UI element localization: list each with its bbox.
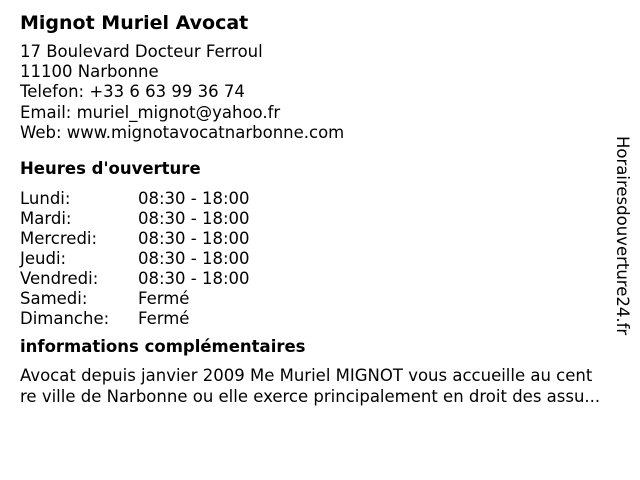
time-value: Fermé <box>138 309 190 329</box>
description-line: re ville de Narbonne ou elle exerce principalement en droit des assu... <box>20 387 601 407</box>
hours-row-monday <box>20 189 610 209</box>
web-line: Web: www.mignotavocatnarbonne.com <box>20 122 345 142</box>
description-line: Avocat depuis janvier 2009 Me Muriel MIGNOT vous accueille au cent <box>20 366 593 386</box>
business-name: Mignot Muriel Avocat <box>20 12 249 34</box>
business-card <box>20 10 610 407</box>
time-value: Fermé <box>138 289 190 309</box>
time-value: 08:30 - 18:00 <box>138 249 250 269</box>
day-label: Samedi: <box>20 289 88 309</box>
opening-hours-heading: Heures d'ouverture <box>20 159 201 179</box>
hours-row-saturday <box>20 289 610 309</box>
opening-hours-table <box>20 189 610 329</box>
day-label: Mercredi: <box>20 229 98 249</box>
day-label: Lundi: <box>20 189 71 209</box>
additional-info-heading: informations complémentaires <box>20 337 306 357</box>
hours-row-wednesday <box>20 229 610 249</box>
time-value: 08:30 - 18:00 <box>138 209 250 229</box>
time-value: 08:30 - 18:00 <box>138 269 250 289</box>
day-label: Vendredi: <box>20 269 99 289</box>
time-value: 08:30 - 18:00 <box>138 189 250 209</box>
day-label: Jeudi: <box>20 249 67 269</box>
address-street: 17 Boulevard Docteur Ferroul <box>20 42 263 61</box>
time-value: 08:30 - 18:00 <box>138 229 250 249</box>
site-watermark: Horairesdouverture24.fr <box>613 136 632 336</box>
hours-row-thursday <box>20 249 610 269</box>
hours-row-sunday <box>20 309 610 329</box>
phone-line: Telefon: +33 6 63 99 36 74 <box>20 82 245 102</box>
description <box>20 365 610 407</box>
day-label: Mardi: <box>20 209 72 229</box>
email-line: Email: muriel_mignot@yahoo.fr <box>20 102 281 122</box>
day-label: Dimanche: <box>20 309 110 329</box>
address-city: 11100 Narbonne <box>20 62 159 82</box>
hours-row-tuesday <box>20 209 610 229</box>
hours-row-friday <box>20 269 610 289</box>
contact-block <box>20 42 610 143</box>
